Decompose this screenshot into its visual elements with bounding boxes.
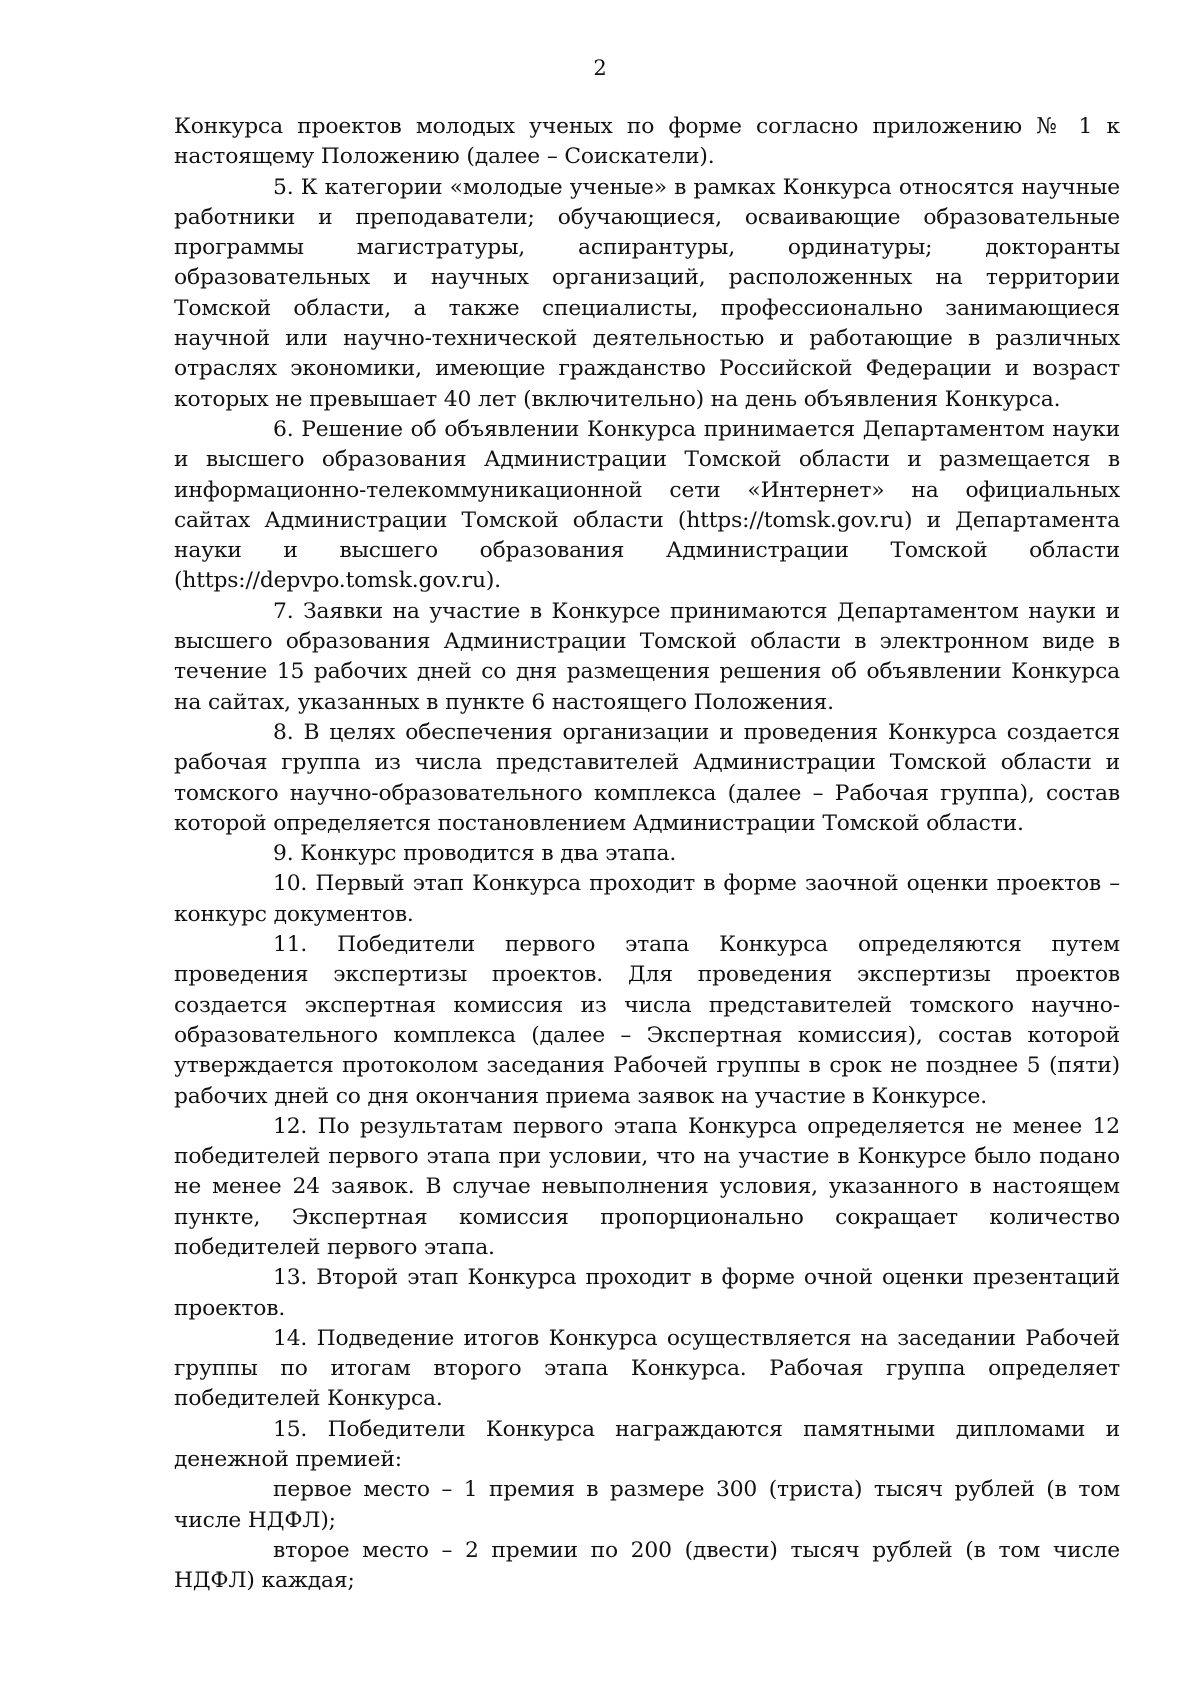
paragraph-item-13: 13. Второй этап Конкурса проходит в форме очной оценки презентаций проектов. (174, 1265, 1120, 1321)
paragraph-item-12: 12. По результатам первого этапа Конкурса определяется не менее 12 победителей первого этапа при условии, что на участие в Конкурсе было подано не менее 24 заявок. В случае невыполнения условия, указанного в настоящем пункте, Экспертная комиссия пропорционально сокращает количество победителей первого этапа. (174, 1113, 1120, 1260)
paragraph-item-7: 7. Заявки на участие в Конкурсе принимаются Департаментом науки и высшего образования Администрации Томской области в электронном виде в течение 15 рабочих дней со дня размещения решения об объявлении Конкурса на сайтах, указанных в пункте 6 настоящего Положения. (174, 598, 1120, 715)
paragraph-item-8: 8. В целях обеспечения организации и проведения Конкурса создается рабочая группа из числа представителей Администрации Томской области и томского научно-образовательного комплекса (далее – Рабочая группа), состав которой определяется постановлением Администрации Томской области. (174, 719, 1120, 836)
document-body (174, 112, 1120, 1597)
prize-second-place: второе место – 2 премии по 200 (двести) тысяч рублей (в том числе НДФЛ) каждая; (174, 1537, 1120, 1594)
paragraph-item-6: 6. Решение об объявлении Конкурса принимается Департаментом науки и высшего образования Администрации Томской области и размещается в информационно-телекоммуникационной сети «Интернет» на официальных сайтах Администрации Томской области (https://tomsk.gov.ru) и Департамента науки и высшего образования Администрации Томской области (https://depvpo.tomsk.gov.ru). (174, 416, 1120, 594)
paragraph-item-5: 5. К категории «молодые ученые» в рамках Конкурса относятся научные работники и преподаватели; обучающиеся, осваивающие образовательные программы магистратуры, аспирантуры, ординатуры; докторанты образовательных и научных организаций, расположенных на территории Томской области, а также специалисты, профессионально занимающиеся научной или научно-технической деятельностью и работающие в различных отраслях экономики, имеющие гражданство Российской Федерации и возраст которых не превышает 40 лет (включительно) на день объявления Конкурса. (174, 174, 1120, 412)
page-number: 2 (593, 56, 607, 80)
paragraph-item-14: 14. Подведение итогов Конкурса осуществляется на заседании Рабочей группы по итогам второго этапа Конкурса. Рабочая группа определяет победителей Конкурса. (174, 1325, 1120, 1412)
paragraph-item-9: 9. Конкурс проводится в два этапа. (273, 841, 677, 867)
paragraph-item-11: 11. Победители первого этапа Конкурса определяются путем проведения экспертизы проектов. Для проведения экспертизы проектов создается экспертная комиссия из числа представителей томского научно-образовательного комплекса (далее – Экспертная комиссия), состав которой утверждается протоколом заседания Рабочей группы в срок не позднее 5 (пяти) рабочих дней со дня окончания приема заявок на участие в Конкурсе. (174, 932, 1120, 1109)
paragraph-item-10: 10. Первый этап Конкурса проходит в форме заочной оценки проектов – конкурс документов. (174, 871, 1120, 927)
prize-first-place: первое место – 1 премия в размере 300 (триста) тысяч рублей (в том числе НДФЛ); (174, 1477, 1120, 1533)
paragraph-item-15: 15. Победители Конкурса награждаются памятными дипломами и денежной премией: (174, 1416, 1120, 1473)
paragraph-continuation: Конкурса проектов молодых ученых по форме согласно приложению № 1 к настоящему Положению (далее – Соискатели). (174, 114, 1120, 170)
